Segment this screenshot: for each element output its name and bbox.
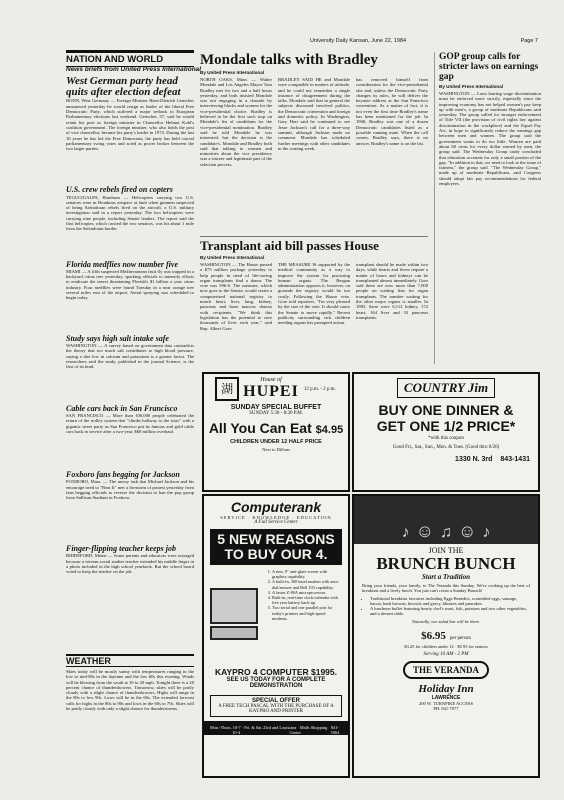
gop-text: WASHINGTON — Laws barring wage discrimination must be enforced more strictly, especially since the improving economy has not helped women's pay keep up with men's, a group of moderate Republicans said yesterday. The group called for stronger enforcement of Title VII (the provision of civil rights law against discrimination in the workplace) and the Equal Pay Act, in hope to significantly reduce the earnings gap between men and women. The group said the government wants to do too little. Women are paid about 60 cents for every dollar earned by men, the group said. The Wednesday Group study concluded that education accounts for only a small portion of the gap. "In addition to that, we need to look at the issue of fairness," the group said. "The Wednesday Group," made up of moderate Republicans, said Congress should adopt fair pay recommendations for federal employees. bbox=[439, 91, 541, 187]
reason-item: 5. Two serial and one parallel port for today's printers and high-speed modems. bbox=[272, 605, 342, 621]
brief-4 bbox=[66, 335, 194, 403]
holiday-inn-logo: Holiday Inn bbox=[418, 682, 474, 695]
brunch-dancers-illustration: ♪ ☺ ♫ ☺ ♪ bbox=[354, 496, 538, 544]
country-jim-ad bbox=[352, 372, 540, 492]
hupei-name: HUPEI bbox=[243, 383, 299, 400]
brunch-price-note: per person bbox=[449, 635, 471, 641]
country-jim-logo: COUNTRY Jim bbox=[397, 378, 495, 398]
brief-3 bbox=[66, 261, 194, 333]
computerank-phone: 841-5064 bbox=[330, 725, 340, 735]
computerank-banner-2: TO BUY OUR 4. bbox=[224, 546, 328, 562]
hupei-can-eat: All You Can Eat bbox=[208, 420, 312, 436]
brief-6 bbox=[66, 471, 194, 543]
brunch-title: BRUNCH BUNCH bbox=[376, 554, 516, 573]
gop-headline: GOP group calls for stricter laws on earnings gap bbox=[439, 52, 539, 82]
brief-2 bbox=[66, 186, 194, 258]
computerank-reasons bbox=[262, 569, 342, 659]
computerank-demo: SEE US TODAY FOR A COMPLETE DEMONSTRATION bbox=[226, 677, 326, 689]
lead-col-3: has removed himself from consideration for the vice-presidential slot and, unless the Democratic Party changes its rules, he will deliver the keynote address at the San Francisco convention. As a matter of fact, it is not even the first time Bradley's name has been mentioned for the job. In 1968, Bradley was one of a dozen Democratic candidates listed as a possible running mate. When the call comes, Bradley says, there is no answer. Bradley's name is on the list. bbox=[356, 77, 428, 146]
hupei-special-note: SUNDAY 5:30 - 8:30 P.M. bbox=[249, 411, 303, 416]
reason-item: 3. A faster Z-80A microprocessor. bbox=[272, 590, 342, 595]
hupei-hours: 12 p.m. - 2 p.m. bbox=[303, 386, 336, 392]
brief-text: SAN FRANCISCO — More than 100,000 people celebrated the return of the trolley system that "climbs halfway to the stars" with a gigantic street party as San Francisco put its famous and gold cable cars back in service after a two-year, $60 million overhaul. bbox=[66, 413, 194, 434]
gop-byline: By United Press International bbox=[439, 84, 504, 89]
hupei-ad bbox=[202, 372, 350, 492]
brief-text: WASHINGTON — A survey based on government data contradicts the theory that too much salt contributes to high blood pressure, saying a diet low in calcium and potassium is a greater factor. The researchers said the study, published in the journal Science, is the first of its kind. bbox=[66, 342, 194, 370]
hupei-children: CHILDREN UNDER 12 HALF PRICE bbox=[230, 439, 322, 445]
computerank-address: 23rd and Louisiana · Malls Shopping Center bbox=[263, 725, 328, 735]
transplant-byline: By United Press International bbox=[200, 255, 265, 260]
hupei-special: SUNDAY SPECIAL BUFFET bbox=[230, 404, 322, 411]
brief-headline: West German party head quits after election defeat bbox=[66, 76, 181, 99]
computerank-special-text: A FREE TECH PASCAL WITH THE PURCHASE OF A KAYPRO AND PRINTER bbox=[218, 704, 334, 714]
transplant-col-3: transplant should be made within two days, while hearts and livers require a matter of hours and kidneys can be transplanted almost immediately. Gore said there are now more than 7,000 people on waiting lists for organ transplants. The number waiting for the other major organs is smaller. In 1983, there were 6,112 kidney, 172 heart, 164 liver and 33 pancreas transplants. bbox=[356, 262, 428, 320]
brunch-extra: Naturally, our salad bar will be there. bbox=[411, 618, 481, 624]
running-head-left: University Daily Kansan, June 22, 1984 bbox=[310, 38, 406, 44]
gop-story bbox=[434, 52, 541, 364]
brunch-kids: $3.25 for children under 12 · $5.95 for seniors bbox=[404, 643, 488, 649]
hupei-address: Next to Dillons bbox=[262, 447, 290, 452]
lead-story bbox=[200, 52, 428, 234]
computerank-special: SPECIAL OFFER bbox=[252, 698, 300, 704]
country-line-1: BUY ONE DINNER & bbox=[378, 402, 514, 418]
section-title: NATION AND WORLD bbox=[66, 50, 194, 67]
brunch-phone: PH. 841-7077 bbox=[433, 705, 459, 711]
brunch-items bbox=[354, 596, 538, 617]
computerank-hours: Mon.-Thurs. 10-7 · Fri. & Sat. 10-4 bbox=[210, 725, 263, 735]
transplant-col-1: WASHINGTON — The House passed a $75 million package yesterday to help people in need of life-saving organ transplants find a donor. The vote was 396-6. The measure, which now goes to the Senate, would create a computerized national registry to match heart, liver, lung, kidney, pancreas and bone marrow donors with recipients. "We think this legislation has the potential to save thousands of lives each year," said Rep. Albert Gore. bbox=[200, 262, 272, 331]
brief-1 bbox=[66, 76, 194, 184]
brunch-pre: JOIN THE bbox=[428, 546, 464, 555]
weather-text: Skies today will be mostly sunny with temperatures ranging in the low to mid-80s in the daytime and the low 60s this evening. Winds will be blowing from the south at 10 to 20 mph. Tonight there is a 20 percent chance of thundershowers. Tomorrow, skies will be partly cloudy with a slight chance of thundershowers. Highs will range in the 80s to low 90s. Lows will be in the 60s. The extended forecast calls for highs in the 80s to 90s and lows in the 60s to 70s. Skies will be partly cloudy with only a slight chance for thunderstorms. bbox=[66, 669, 194, 712]
country-note: *with this coupon bbox=[428, 436, 464, 441]
transplant-story bbox=[200, 236, 428, 369]
country-hours: Good Fri., Sat., Sun., Mon. & Tues. (Good thru 6/26) bbox=[392, 445, 500, 450]
hupei-price: $4.95 bbox=[315, 424, 344, 436]
running-head-right: Page 7 bbox=[520, 38, 538, 44]
weather-title: WEATHER bbox=[66, 654, 194, 667]
weather-box bbox=[66, 654, 194, 764]
brunch-start: Start a Tradition bbox=[422, 573, 470, 581]
transplant-headline: Transplant aid bill passes House bbox=[200, 238, 379, 253]
reason-item: 2. A built-in, 300 baud modem with auto-dial/answer and Bell 103 capability. bbox=[272, 579, 342, 589]
brief-7 bbox=[66, 545, 194, 613]
brief-text: FOXBORO, Mass. — The messy task that Michael Jackson and his entourage need to "Beat It" met a firestorm of protest yesterday from fans begging officials to reverse the decision to ban the pop group from Sullivan Stadium in Foxboro. bbox=[66, 479, 194, 501]
brunch-time: Serving 10 AM - 2 PM bbox=[423, 651, 469, 657]
brunch-city: LAWRENCE bbox=[431, 694, 461, 701]
computerank-offer: KAYPRO 4 COMPUTER $1995. bbox=[214, 667, 338, 677]
brief-text: TEGUCIGALPA, Honduras — Helicopters carrying two U.S. senators were in Honduras airspace at fault when gunmen suspected of being Salvadoran rebels fired on the aircraft, a U.S. military investigation said in a report yesterday. The two helicopters were carrying nine people, including Senate leaders. The report said the first helicopter, which carried the two senators, was hit about 1 mile from the Salvadoran border. bbox=[66, 194, 194, 232]
brunch-item: • A luncheon buffet featuring hearty chef's roast, fish, potatoes and two other vegetables, and a dessert table. bbox=[370, 606, 530, 617]
lead-headline: Mondale talks with Bradley bbox=[200, 52, 378, 68]
brunch-bunch-ad bbox=[352, 494, 540, 778]
lead-col-2: BRADLEY SAID HE and Mondale were compatible in matters of attitude, and he could not remember a single instance of disagreement during the talks. Mondale said that in general the subjects discussed involved politics, the Democratic convention and foreign and domestic policy. In Washington, Gary Hart said he continued to see Jesse Jackson's call for a three-way summit, although Jackson made no comment. Mondale has scheduled further meetings with other candidates in the coming week. bbox=[278, 77, 350, 151]
brief-headline: Study says high salt intake safe bbox=[66, 333, 169, 343]
reason-item: 4. Built-in, real-time clock/calendar with five year battery back-up. bbox=[272, 595, 342, 605]
brief-5 bbox=[66, 405, 194, 469]
brunch-address: 200 W. TURNPIKE ACCESS bbox=[419, 700, 473, 706]
country-phone: 843-1431 bbox=[500, 456, 530, 463]
brief-text: MIAMI — A fifth suspected Mediterranean fruit fly was trapped in a backyard citrus tree yesterday, sparking officials to intensify efforts to eradicate the insect threatening Florida's $1 billion a year citrus industry. Four medflies were found Tuesday in a near orange tree several miles east of the airport. Aerial spraying was scheduled to begin today. bbox=[66, 268, 194, 301]
computerank-ad bbox=[202, 494, 350, 778]
hupei-seal-icon: 湖 bbox=[215, 377, 239, 401]
computerank-tagline: SERVICE · KNOWLEDGE · EDUCATION bbox=[220, 515, 332, 520]
computerank-sub: A Full Service Center bbox=[254, 520, 298, 525]
veranda-logo: THE VERANDA bbox=[403, 661, 489, 679]
section-subtitle: News briefs from United Press International bbox=[66, 66, 202, 73]
country-address: 1330 N. 3rd bbox=[455, 456, 493, 463]
brief-headline: U.S. crew rebels fired on copters bbox=[66, 185, 173, 195]
hupei-top: House of bbox=[260, 377, 282, 383]
brief-text: BIDDEFORD, Maine — Some parents and educators were outraged because a veteran social studies teacher extended his middle finger in a photo included in the high school yearbook. But the school board voted to keep the teacher on the job. bbox=[66, 553, 194, 575]
brief-headline: Foxboro fans begging for Jackson bbox=[66, 470, 180, 480]
lead-byline: By United Press International bbox=[200, 70, 265, 75]
brief-text: BONN, West Germany — Foreign Minister Hans-Dietrich Genscher announced yesterday he would resign as leader of the liberal Free Democratic Party, which suffered a major setback in European Parliamentary elections last weekend. Genscher, 57, said he would retain his post as foreign minister in Chancellor Helmut Kohl's coalition government. The foreign minister, who also holds the post of vice chancellor, became his party's leader in 1974. During the last 10 years he has led the Free Democrats, the party has held crucial parliamentary swing votes and acted as power broker between the two larger parties. bbox=[66, 98, 194, 152]
country-line-2: GET ONE 1/2 PRICE* bbox=[376, 418, 516, 434]
lead-col-1: NORTH OAKS, Minn. — Walter Mondale and Los Angeles Mayor Tom Bradley met for two and a half hours yesterday, and both insisted Mondale was not engaging in a charade by interviewing blacks and women for the vice-presidential choice. Bradley is believed to be the first such stop on Mondale's list of candidates for the vice-presidential nomination. Bradley said he told Mondale he was interested, but the decision is the candidate's. Mondale and Bradley both said that talking to women and minorities about the vice presidency was a sincere and legitimate part of the selection process. bbox=[200, 77, 272, 167]
computerank-banner-1: 5 NEW REASONS bbox=[217, 531, 335, 547]
brunch-item: • Traditional breakfast favorites including Eggs Benedict, scrambled eggs, sausage, bacon, hash browns, biscuits and gravy, blintzes and pancakes. bbox=[370, 596, 530, 607]
running-head bbox=[310, 38, 538, 44]
brunch-price: $6.95 bbox=[421, 629, 446, 642]
kaypro-computer-icon bbox=[210, 569, 258, 659]
briefs-column bbox=[66, 76, 194, 648]
brief-headline: Florida medflies now number five bbox=[66, 259, 178, 269]
brief-headline: Cable cars back in San Francisco bbox=[66, 403, 178, 413]
brunch-desc: Bring your friends, your family, to The Veranda this Sunday. We're cooking up the best of breakfast and a lively lunch. You just can't resist a Sunday Brunch! bbox=[362, 583, 530, 594]
computerank-logo: Computerank bbox=[230, 499, 322, 515]
brief-headline: Finger-flipping teacher keeps job bbox=[66, 544, 176, 554]
reason-item: 1. A new, 9" anti-glare screen with graphics capability. bbox=[272, 569, 342, 579]
transplant-col-2: THE MEASURE IS supported by the medical community as a way to improve the system for procuring human organs. The Reagan administration opposes it, however, on grounds the registry would be too costly. Following the House vote, Gore told reporters, "I'm very pleased by the size of the vote. It should cause the Senate to move rapidly." Recent publicity surrounding sick children needing organs has prompted action. bbox=[278, 262, 350, 326]
